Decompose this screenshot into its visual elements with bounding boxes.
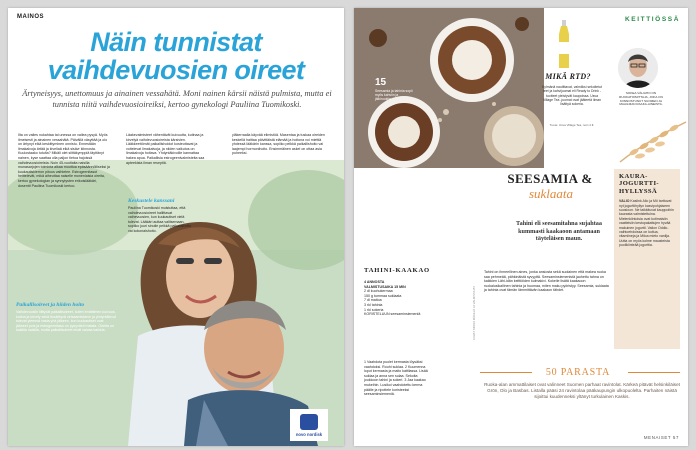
article-column-3 (232, 133, 332, 173)
column-3-text: yläkerraalla käyvää elimistöä. Masentaa ja tuskaa oireiden keskellä haittaa päivittäistä elämää ja hoitona voi miettiä yhdessä lääkärin kanssa, sopiiko pelkkä paikallishoito vai laajempi hormonihoito. Ensimmäinen askel on ottaa asia puheeksi. (232, 133, 325, 156)
sidebar-title: KAURA-JOGURTTI-HYLLYSSÄ (619, 173, 660, 195)
ingredient-item: 1 rkl sokeria (364, 307, 384, 312)
ingredient-item: KORISTELUUN seesaminsiemeniä (364, 312, 421, 317)
article-body (484, 270, 612, 293)
right-page (354, 8, 688, 446)
article-column-1-continued (16, 300, 116, 420)
column-2b-text: Pauliina Tuomikoski muistuttaa, että vaihdevuosioireet hallittavat vaihevuosien, kun kuukautiset vielä tulevat. Lääkäri auttaa valitsemaan, sopiiko juuri sinulle pelkkä paikallishoito vai kokonaishoito. (128, 206, 192, 233)
novo-nordisk-logo (290, 409, 328, 441)
title-line-2: vaihdevuosien oireet (47, 55, 305, 85)
title-line-1: Näin tunnistat (90, 27, 262, 57)
parasta-body: Ruoka-alan ammattilaiset ovat valinneet Suomen parhaat ravintolat. Kärkeä pitävät helsinkiläiset Grön, Olo ja Basbas. Listalla pääsi 24 ravintolaa pääkaupungin ulkopuolelta. Parhaiten näistä sijoittui kuudenneksi yltänyt turkulainen Kaskis. (484, 382, 680, 399)
sidebar-lead: VALIO (619, 199, 630, 204)
caption-text: Seesamia ja tahinia sopii myös kahviin ja jälkiruokiin. (375, 89, 413, 101)
apis-bull-icon (300, 414, 318, 430)
bottle-icon (557, 20, 571, 70)
article-column-2-continued (128, 196, 192, 286)
caption-number: 15 (375, 77, 387, 88)
left-page (8, 8, 344, 446)
headline-seesamia: SEESAMIA & (507, 171, 593, 186)
author-caption: SOKEA VÄLIAHO ON RUOKATOIMITTAJA, JOKA ON KIINNOSTUNUT SUOMEN JA MAAILMAN RAAKA-AINEISTA. (619, 91, 663, 107)
article-title (8, 28, 344, 84)
oat-yogurt-sidebar (614, 169, 680, 349)
article-lede: Ärtyneisyys, unettomuus ja ainainen vessahätä. Moni nainen kärsii näistä pulmista, mutta ei tunnista niitä vaihdevuosioireiksi, kertoo gynekologi Pauliina Tuomikoski. (22, 89, 332, 109)
recipe-ingredients (364, 280, 430, 317)
rule-right (628, 372, 680, 373)
photo-caption (375, 78, 413, 101)
recipe-time: VALMISTUSAIKA 15 MIN (364, 284, 406, 289)
sidebar-body (619, 199, 675, 247)
tea-bottle-image (557, 20, 571, 70)
column-2-text: Läakevalmisteet vähentävät kuivuutta, kutinaa ja kirvelyä vaihdevuosioireista kärsivien. Lääkkeettömät paikallishoidot kosteuttavat ja voitelevat limakalvoja, ja niiden vaikutus on limakalvoja hoitava. Yhdyntäkivuille kannattaa hakea apua. Paikallisia estrogeenivalmisteita saa apteekista ilman reseptiä. (126, 133, 205, 165)
column-1b-text: Vaihdevuosiin liittyvät paikallisoireet, kuten emättimen kuivuus, kutina ja kirvely sekä tiuskittyvä virtsaamistarve ja yhdyntäkivut tulevat yleensä vasta yhä jälkeen, kun kuukautiset ovat jääneet pois ja estrogeenitaso on pysyvästi matala. Oireita on kaikilla naisilla, mutta paikallisoireet eivät vaivaa kaikkia. (16, 310, 116, 333)
ingredient-item: 2 dl kuohukermaa (364, 289, 393, 294)
column-1-text: Ilta on vailes nukahtaa tai unessa on vailea pysyä. Myös ilmeisesti ja ainainen vessahätä. Päivällä väsyttää ja olo on ärtynyt eikä keskittyminen onnistu. Ennestään limakalvoja ärtää ja kiveliaä eikä sisävr kiinnosta. Kuulostaako tutulta? Mikäli olet siittäkymppiä täyttänyt nainen, kyse saattaa olla paljon tietoa hajoissä vaihdevuosioireista. Noin 45-vuotiaita naisilla munasarjojen toiminta alkaa muuttua epäsäännölliseksi ja kuukautiskierron pituus vaihtelee. Estrogeenitasot heittelevät, mikä aiheuttaa naiselle monenlaisia oireita, kertoo gynekologian ja synnytysten erikoislääkäri, dosentti Pauliina Tuomikoski kertoo. (18, 133, 110, 188)
parasta-title: 50 PARASTA (545, 367, 611, 378)
section-tag-kitchen: KEITTIÖSSÄ (624, 16, 680, 23)
logo-text: novo nordisk (295, 431, 323, 437)
recipe-method: 1 Vaahdota puolet kermasta löysäksi vaahdoksi. Rouhi suklaa. 2 Kuumenna loput kermasta ja maito kattilassa. Lisää suklaa ja anna sen sulaa. Sekoita joukkoon tahini ja sokeri. 3 Jaa kaakao mukeihin. Lusikoi vaahdotettu kerma päälle ja ripottele koristeeksi seesaminsiemeniä. (364, 360, 428, 397)
headline-suklaata: suklaata (528, 186, 574, 201)
oat-grain-image (616, 116, 688, 166)
sidebar-rtd-source: Tuote: Usva Village Tea, noin 4 €. (549, 123, 595, 127)
subhead-discuss: Keskustele kanssani (128, 198, 175, 204)
sidebar-text: Kaslink Alio ja Mö tarttuvat nyt jogurttihyllyn kasvipohjaiseen suosioon. Ne taikkituvat kauppoihin kaurasta valmistettuina. Mielenkiintoisia ovat kotimaisiin vaatteisiin kestopakattujen hyvää makuinen jogurtti. Valion Oddlo-vaihtoehdoissa on kuitua, vitamiineja ja Miloa mieto vanilja. Uutta on myös kolme mausteista puolikiinteää jogurttia. (619, 199, 674, 248)
sidebar-rtd-title: MIKÄ RTD? (545, 72, 591, 81)
photo-credit: KUVAT: MINNA MÄKELÄ JA VALMISTAJAT (472, 286, 476, 340)
oat-icon (616, 116, 688, 166)
recipe-title: TAHINI-KAAKAO (364, 267, 430, 274)
sidebar-rtd-body: Kylmänä nautittavat, valmiiksi sekoitetut teet ja kahvijuomat eli Ready to Drink -tuotteet yleistyvät kaupoissa. Usva Village Tea -juomat ovat jääteetä ilman lisättyä sokeria. (542, 85, 602, 107)
article-body-text: Tahini on ihmeellinen aines, jonka ansiosta sekä suolainen että makea ruoka saa pehmeää, pähkinäistä syvyyttä. Seesaminsiemenistä jauhettu tahna on kaikkien Lähi-idän keittiöiden kulmakivi. Kokeile lisätä kaakaoon ruokalusikallinen tahinia ja huomaa, miten maku pyöristyy. Seesamia, suklaata ja tahinia ovat tämän lämmittävän kaakaon tähdet. (484, 270, 609, 293)
section-tag: MAINOS (17, 14, 44, 20)
rule-left (480, 372, 532, 373)
page-folio: MENAISET 57 (643, 435, 679, 440)
author-portrait (618, 48, 658, 88)
article-deck: Tahini eli seesamitahna sujahtaa kummasti kaakaoon antamaan täyteläisen maun. (516, 220, 602, 243)
subhead-local-symptoms: Paikallisoireet ja hiiden hoito (16, 302, 85, 308)
ingredient-item: 150 g tummaa suklaata (364, 293, 402, 298)
ingredient-item: 3 rkl tahinia (364, 302, 383, 307)
author-photo (618, 48, 658, 88)
recipe-servings: 4 ANNOSTA (364, 280, 385, 284)
ingredient-item: 7 dl maitoa (364, 298, 382, 303)
